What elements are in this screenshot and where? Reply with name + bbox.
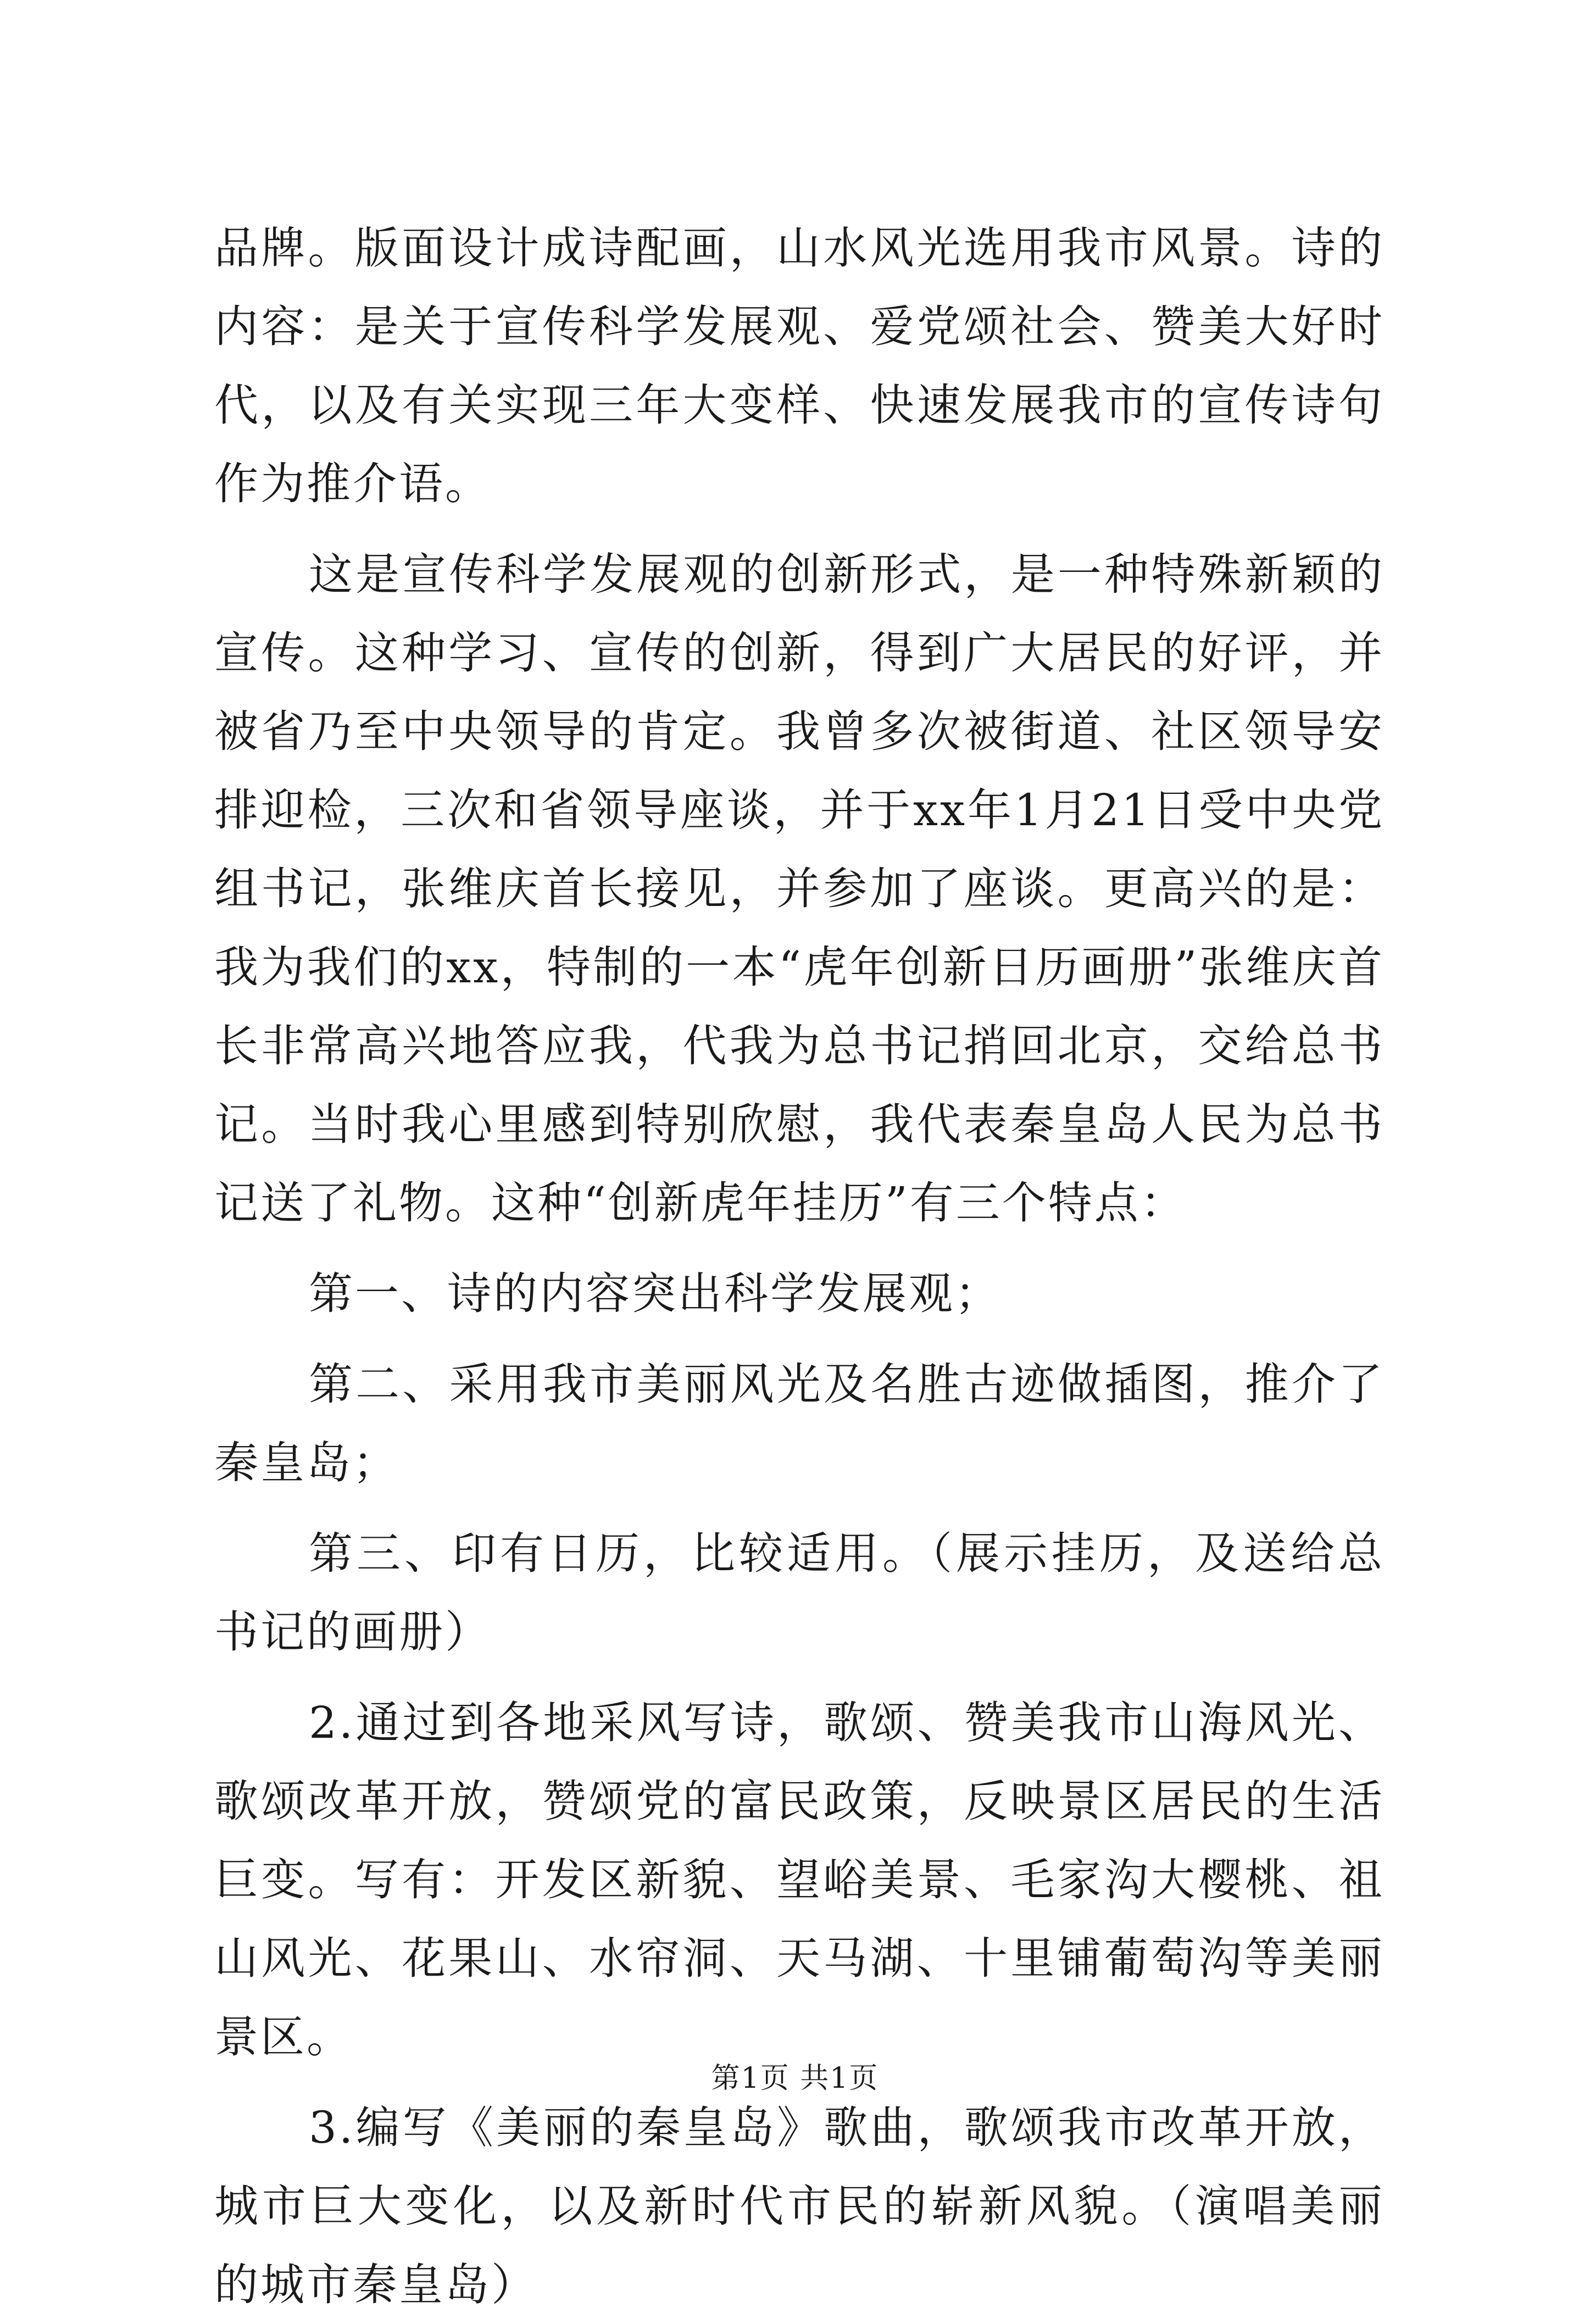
page-footer: 第1页 共1页 — [711, 2062, 879, 2095]
list-item-2: 第二、采用我市美丽风光及名胜古迹做插图，推介了秦皇岛； — [214, 1359, 1385, 1488]
list-item-3: 第三、印有日历，比较适用。（展示挂历，及送给总书记的画册） — [214, 1528, 1385, 1658]
paragraph-2: 这是宣传科学发展观的创新形式，是一种特殊新颖的宣传。这种学习、宣传的创新，得到广大居民的好评，并被省乃至中央领导的肯定。我曾多次被街道、社区领导安排迎检，三次和省领导座谈，并于xx年1月21日受中央党组书记，张维庆首长接见，并参加了座谈。更高兴的是：我为我们的xx，特制的一本“虎年创新日历画册”张维庆首长非常高兴地答应我，代我为总书记捎回北京，交给总书记。当时我心里感到特别欣慰，我代表秦皇岛人民为总书记送了礼物。这种“创新虎年挂历”有三个特点： — [214, 549, 1385, 1228]
paragraph-4: 3.编写《美丽的秦皇岛》歌曲，歌颂我市改革开放，城市巨大变化，以及新时代市民的崭新风貌。（演唱美丽的城市秦皇岛） — [214, 2102, 1385, 2310]
paragraph-3: 2.通过到各地采风写诗，歌颂、赞美我市山海风光、歌颂改革开放，赞颂党的富民政策，反映景区居民的生活巨变。写有：开发区新貌、望峪美景、毛家沟大樱桃、祖山风光、花果山、水帘洞、天马湖、十里铺葡萄沟等美丽景区。 — [214, 1697, 1385, 2062]
paragraph-1: 品牌。版面设计成诗配画，山水风光选用我市风景。诗的内容：是关于宣传科学发展观、爱党颂社会、赞美大好时代，以及有关实现三年大变样、快速发展我市的宣传诗句作为推介语。 — [214, 223, 1385, 509]
list-item-1: 第一、诗的内容突出科学发展观； — [309, 1268, 1001, 1319]
document-body — [214, 209, 1385, 2324]
